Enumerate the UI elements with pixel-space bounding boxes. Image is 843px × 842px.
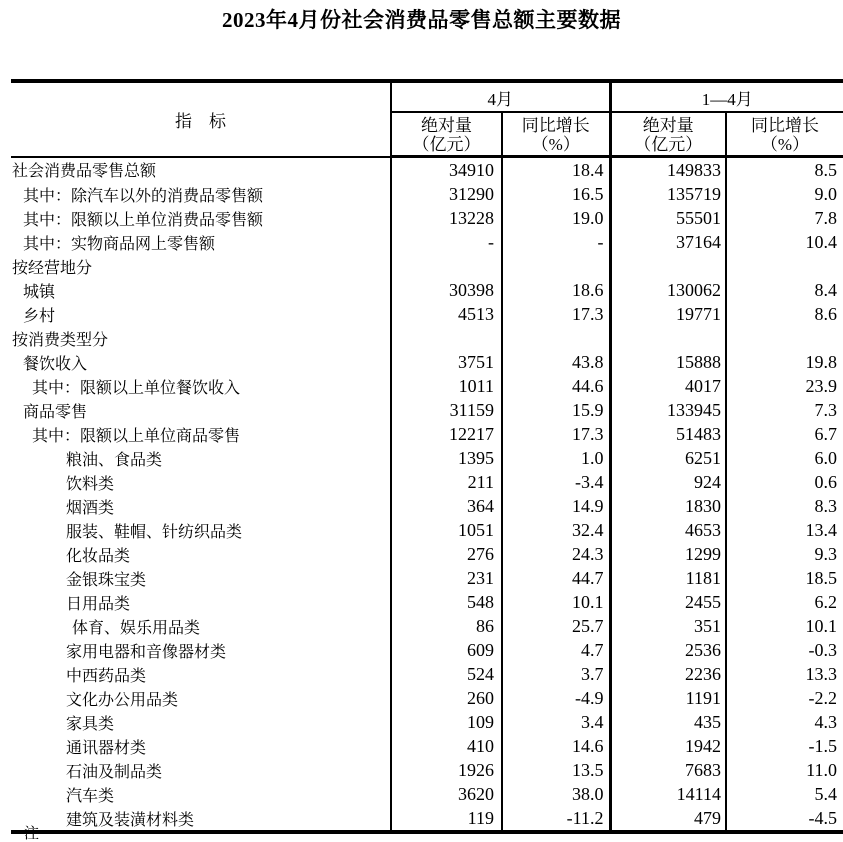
- value-cell: 135719: [610, 182, 726, 206]
- header-line: （亿元）: [634, 134, 703, 154]
- value-cell: 14.6: [502, 734, 610, 758]
- value-cell: 34910: [391, 157, 502, 183]
- value-cell: 924: [610, 470, 726, 494]
- value-cell: 479: [610, 806, 726, 832]
- value-cell: 3751: [391, 350, 502, 374]
- value-cell: [391, 254, 502, 278]
- value-cell: 43.8: [502, 350, 610, 374]
- header-growth-april: [502, 112, 610, 157]
- table-row: [11, 782, 843, 806]
- value-cell: 37164: [610, 230, 726, 254]
- value-cell: 1299: [610, 542, 726, 566]
- indicator-cell: 烟酒类: [11, 494, 391, 518]
- value-cell: 4017: [610, 374, 726, 398]
- value-cell: 8.5: [814, 159, 837, 180]
- table-row: [11, 734, 843, 758]
- indicator-cell: 其中：限额以上单位商品零售: [11, 422, 391, 446]
- indicator-cell: 中西药品类: [11, 662, 391, 686]
- value-cell: 3620: [391, 782, 502, 806]
- value-cell: 12217: [391, 422, 502, 446]
- value-cell: 18.4: [502, 157, 610, 183]
- value-cell: -2.2: [808, 687, 837, 708]
- value-cell: 130062: [610, 278, 726, 302]
- value-cell: 44.7: [502, 566, 610, 590]
- value-cell: 10.4: [805, 231, 837, 252]
- value-cell: 1830: [610, 494, 726, 518]
- footnote-partial: 注: [24, 826, 40, 842]
- value-cell: 44.6: [502, 374, 610, 398]
- table-row: [11, 638, 843, 662]
- stats-table-wrap: [11, 79, 843, 834]
- value-cell: [502, 254, 610, 278]
- value-cell: [391, 326, 502, 350]
- value-cell: 19.0: [502, 206, 610, 230]
- table-row: [11, 157, 843, 183]
- value-cell: 16.5: [502, 182, 610, 206]
- indicator-cell: 其中：限额以上单位消费品零售额: [11, 206, 391, 230]
- value-cell: 231: [391, 566, 502, 590]
- header-line: 绝对量: [421, 115, 472, 135]
- header-line: 同比增长: [751, 115, 819, 135]
- page-title: 2023年4月份社会消费品零售总额主要数据: [222, 8, 621, 32]
- value-cell: 211: [391, 470, 502, 494]
- value-cell: -: [391, 230, 502, 254]
- indicator-cell: 饮料类: [11, 470, 391, 494]
- header-absolute-april: [391, 112, 502, 157]
- table-row: [11, 350, 843, 374]
- table-row: [11, 182, 843, 206]
- value-cell: 351: [610, 614, 726, 638]
- value-cell: 19771: [610, 302, 726, 326]
- indicator-cell: 家用电器和音像器材类: [11, 638, 391, 662]
- value-cell: 3.4: [502, 710, 610, 734]
- table-row: [11, 326, 843, 350]
- table-row: [11, 398, 843, 422]
- value-cell: 14.9: [502, 494, 610, 518]
- value-cell: 8.3: [814, 495, 837, 516]
- indicator-cell: 化妆品类: [11, 542, 391, 566]
- indicator-cell: 家具类: [11, 710, 391, 734]
- value-cell: 15.9: [502, 398, 610, 422]
- value-cell: 1395: [391, 446, 502, 470]
- table-row: [11, 422, 843, 446]
- value-cell: 410: [391, 734, 502, 758]
- table-row: [11, 542, 843, 566]
- value-cell: 2236: [610, 662, 726, 686]
- value-cell: 149833: [610, 157, 726, 183]
- value-cell: 1942: [610, 734, 726, 758]
- value-cell: 2455: [610, 590, 726, 614]
- value-cell: 17.3: [502, 302, 610, 326]
- value-cell: 14114: [610, 782, 726, 806]
- value-cell: 7.8: [814, 207, 837, 228]
- indicator-cell: 其中：限额以上单位餐饮收入: [11, 374, 391, 398]
- value-cell: 548: [391, 590, 502, 614]
- value-cell: 1011: [391, 374, 502, 398]
- value-cell: [726, 254, 843, 278]
- value-cell: -3.4: [502, 470, 610, 494]
- value-cell: 364: [391, 494, 502, 518]
- value-cell: 86: [391, 614, 502, 638]
- value-cell: 524: [391, 662, 502, 686]
- value-cell: 260: [391, 686, 502, 710]
- indicator-cell: 文化办公用品类: [11, 686, 391, 710]
- value-cell: 18.6: [502, 278, 610, 302]
- header-group-jan-april: 1—4月: [610, 81, 843, 112]
- table-row: [11, 590, 843, 614]
- value-cell: 1191: [610, 686, 726, 710]
- value-cell: 19.8: [805, 351, 837, 372]
- value-cell: [726, 326, 843, 350]
- value-cell: 31159: [391, 398, 502, 422]
- table-header: [11, 81, 843, 157]
- table-body: [11, 157, 843, 833]
- value-cell: 1.0: [502, 446, 610, 470]
- value-cell: 9.0: [814, 183, 837, 204]
- value-cell: 6251: [610, 446, 726, 470]
- value-cell: 55501: [610, 206, 726, 230]
- value-cell: 10.1: [805, 615, 837, 636]
- value-cell: 24.3: [502, 542, 610, 566]
- table-row: [11, 758, 843, 782]
- value-cell: 4.3: [814, 711, 837, 732]
- value-cell: 11.0: [806, 759, 837, 780]
- table-row: [11, 254, 843, 278]
- value-cell: 15888: [610, 350, 726, 374]
- value-cell: 8.4: [814, 279, 837, 300]
- value-cell: 9.3: [814, 543, 837, 564]
- indicator-cell: 餐饮收入: [11, 350, 391, 374]
- value-cell: 23.9: [805, 375, 837, 396]
- value-cell: [502, 326, 610, 350]
- table-row: [11, 494, 843, 518]
- value-cell: -1.5: [808, 735, 837, 756]
- value-cell: 276: [391, 542, 502, 566]
- value-cell: -0.3: [808, 639, 837, 660]
- value-cell: 4.7: [502, 638, 610, 662]
- value-cell: 25.7: [502, 614, 610, 638]
- value-cell: 1051: [391, 518, 502, 542]
- value-cell: 1181: [610, 566, 726, 590]
- value-cell: 8.6: [814, 303, 837, 324]
- indicator-cell: 服装、鞋帽、针纺织品类: [11, 518, 391, 542]
- value-cell: 7.3: [814, 399, 837, 420]
- table-row: [11, 566, 843, 590]
- indicator-cell: 商品零售: [11, 398, 391, 422]
- value-cell: -4.9: [502, 686, 610, 710]
- header-line: （亿元）: [412, 134, 481, 154]
- header-absolute-jan-april: [610, 112, 726, 157]
- table-row: [11, 662, 843, 686]
- value-cell: 13.3: [805, 663, 837, 684]
- table-row: [11, 230, 843, 254]
- indicator-cell: 乡村: [11, 302, 391, 326]
- table-row: [11, 518, 843, 542]
- value-cell: 10.1: [502, 590, 610, 614]
- value-cell: 435: [610, 710, 726, 734]
- indicator-cell: 按消费类型分: [11, 326, 391, 350]
- value-cell: -4.5: [808, 807, 837, 828]
- header-growth-jan-april: [726, 112, 843, 157]
- table-row: [11, 710, 843, 734]
- value-cell: 2536: [610, 638, 726, 662]
- value-cell: 17.3: [502, 422, 610, 446]
- value-cell: 18.5: [805, 567, 837, 588]
- value-cell: 1926: [391, 758, 502, 782]
- value-cell: 13.5: [502, 758, 610, 782]
- value-cell: 119: [391, 806, 502, 832]
- indicator-cell: 其中：实物商品网上零售额: [11, 230, 391, 254]
- indicator-cell: 体育、娱乐用品类: [11, 614, 391, 638]
- value-cell: 30398: [391, 278, 502, 302]
- value-cell: [610, 326, 726, 350]
- table-row: [11, 446, 843, 470]
- header-line: 绝对量: [642, 115, 694, 135]
- value-cell: 13.4: [805, 519, 837, 540]
- header-indicator: 指 标: [11, 81, 391, 157]
- value-cell: 6.7: [814, 423, 837, 444]
- value-cell: -11.2: [502, 806, 610, 832]
- value-cell: 7683: [610, 758, 726, 782]
- header-line: 同比增长: [521, 115, 590, 135]
- table-row: [11, 470, 843, 494]
- table-row: [11, 686, 843, 710]
- indicator-cell: 社会消费品零售总额: [11, 157, 391, 183]
- value-cell: 6.2: [814, 591, 837, 612]
- value-cell: 13228: [391, 206, 502, 230]
- header-group-row: [11, 81, 843, 112]
- value-cell: 109: [391, 710, 502, 734]
- indicator-cell: 建筑及装潢材料类: [11, 806, 391, 832]
- value-cell: 51483: [610, 422, 726, 446]
- indicator-cell: 城镇: [11, 278, 391, 302]
- value-cell: 32.4: [502, 518, 610, 542]
- value-cell: -: [502, 230, 610, 254]
- indicator-cell: 金银珠宝类: [11, 566, 391, 590]
- indicator-cell: 按经营地分: [11, 254, 391, 278]
- header-group-april: 4月: [391, 81, 610, 112]
- table-row: [11, 206, 843, 230]
- header-line: （%）: [531, 134, 580, 154]
- indicator-cell: 通讯器材类: [11, 734, 391, 758]
- header-line: （%）: [760, 134, 810, 154]
- indicator-cell: 日用品类: [11, 590, 391, 614]
- indicator-cell: 粮油、食品类: [11, 446, 391, 470]
- value-cell: [610, 254, 726, 278]
- value-cell: 0.6: [814, 471, 837, 492]
- value-cell: 38.0: [502, 782, 610, 806]
- value-cell: 31290: [391, 182, 502, 206]
- table-row: [11, 302, 843, 326]
- value-cell: 3.7: [502, 662, 610, 686]
- value-cell: 609: [391, 638, 502, 662]
- indicator-cell: 其中：除汽车以外的消费品零售额: [11, 182, 391, 206]
- stats-table: [11, 79, 843, 834]
- value-cell: 5.4: [814, 783, 837, 804]
- value-cell: 133945: [610, 398, 726, 422]
- table-row: [11, 374, 843, 398]
- indicator-cell: 石油及制品类: [11, 758, 391, 782]
- value-cell: 6.0: [814, 447, 837, 468]
- table-row: [11, 806, 843, 832]
- value-cell: 4513: [391, 302, 502, 326]
- indicator-cell: 汽车类: [11, 782, 391, 806]
- value-cell: 4653: [610, 518, 726, 542]
- table-row: [11, 614, 843, 638]
- table-row: [11, 278, 843, 302]
